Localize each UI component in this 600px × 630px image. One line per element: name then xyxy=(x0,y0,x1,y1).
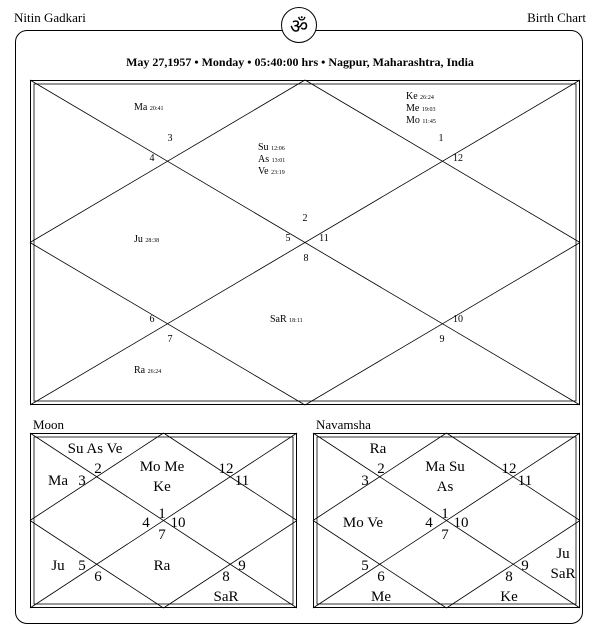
planet-group: Ra xyxy=(369,441,387,457)
house-number-5: 5 xyxy=(285,233,291,244)
house-number-11: 11 xyxy=(319,233,329,244)
house-number-10: 10 xyxy=(453,314,463,325)
house-number-6: 6 xyxy=(94,569,102,585)
native-name: Nitin Gadkari xyxy=(14,10,86,25)
house-number-10: 10 xyxy=(170,515,186,531)
planet-group: SaR xyxy=(213,589,239,605)
planet-group: Su As Ve xyxy=(67,441,123,457)
house-number-6: 6 xyxy=(377,569,385,585)
house-number-4: 4 xyxy=(149,153,155,164)
house-number-3: 3 xyxy=(361,473,369,489)
house-number-7: 7 xyxy=(167,334,173,345)
house-number-1: 1 xyxy=(441,506,449,522)
planet-group: Ju xyxy=(51,558,65,574)
house-number-12: 12 xyxy=(501,461,517,477)
house-number-9: 9 xyxy=(521,558,529,574)
planet-group: Mo Ve xyxy=(342,515,384,531)
moon-chart-title: Moon xyxy=(33,417,65,432)
house-number-5: 5 xyxy=(78,558,86,574)
planet-sar: SaR 18:11 xyxy=(270,314,303,325)
house-number-3: 3 xyxy=(167,133,173,144)
house-number-2: 2 xyxy=(377,461,385,477)
planet-group: Ma Su xyxy=(425,459,465,475)
planet-group: Ma xyxy=(48,473,68,489)
house-number-12: 12 xyxy=(453,153,463,164)
house-number-7: 7 xyxy=(158,527,166,543)
house-number-8: 8 xyxy=(505,569,513,585)
planet-su: Su 12:06 xyxy=(258,142,285,153)
om-symbol: ॐ xyxy=(289,15,309,38)
planet-group: SaR xyxy=(550,566,576,582)
house-number-8: 8 xyxy=(222,569,230,585)
chart-title: Birth Chart xyxy=(527,10,586,25)
planet-group: Me xyxy=(371,589,391,605)
house-number-3: 3 xyxy=(78,473,86,489)
om-icon xyxy=(281,7,317,43)
planet-group: Ke xyxy=(153,479,171,495)
planet-ma: Ma 20:41 xyxy=(134,102,164,113)
house-number-4: 4 xyxy=(425,515,433,531)
house-number-1: 1 xyxy=(438,133,444,144)
planet-ve: Ve 23:19 xyxy=(258,166,285,177)
house-number-4: 4 xyxy=(142,515,150,531)
house-number-12: 12 xyxy=(218,461,234,477)
house-number-2: 2 xyxy=(302,213,308,224)
house-number-1: 1 xyxy=(158,506,166,522)
house-number-7: 7 xyxy=(441,527,449,543)
moon-chart xyxy=(30,433,297,608)
navamsha-chart-title: Navamsha xyxy=(316,417,371,432)
planet-ju: Ju 28:38 xyxy=(134,234,160,245)
planet-group: Ra xyxy=(153,558,171,574)
house-number-8: 8 xyxy=(303,253,309,264)
planet-group: Ke xyxy=(500,589,518,605)
birth-details: May 27,1957 • Monday • 05:40:00 hrs • Nagpur, Maharashtra, India xyxy=(126,55,474,69)
planet-ra: Ra 26:24 xyxy=(134,365,162,376)
planet-me: Me 19:03 xyxy=(406,103,436,114)
planet-group: Mo Me xyxy=(139,459,185,475)
house-number-6: 6 xyxy=(149,314,155,325)
chart-lines xyxy=(30,80,580,405)
house-number-5: 5 xyxy=(361,558,369,574)
house-number-2: 2 xyxy=(94,461,102,477)
planet-as: As 13:01 xyxy=(258,154,286,165)
house-number-9: 9 xyxy=(238,558,246,574)
planet-mo: Mo 11:45 xyxy=(406,115,436,126)
rasi-chart xyxy=(30,80,580,405)
planet-ke: Ke 26:24 xyxy=(406,91,434,102)
planet-group: As xyxy=(436,479,454,495)
house-number-10: 10 xyxy=(453,515,469,531)
house-number-9: 9 xyxy=(439,334,445,345)
house-number-11: 11 xyxy=(234,473,250,489)
planet-group: Ju xyxy=(556,546,570,562)
navamsha-chart xyxy=(313,433,580,608)
house-number-11: 11 xyxy=(517,473,533,489)
